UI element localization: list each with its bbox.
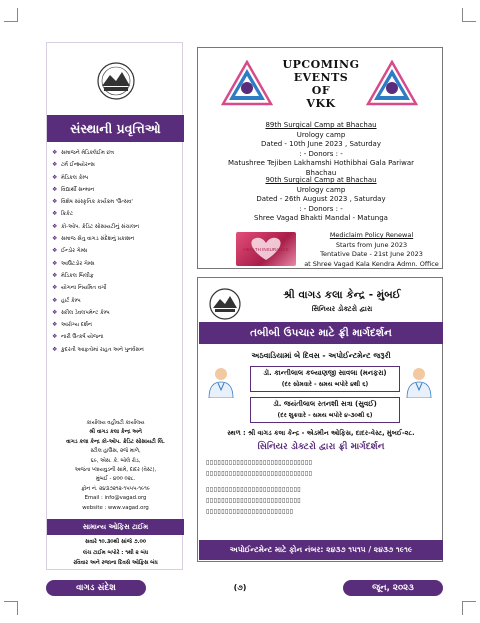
bullet-icon: ❖ <box>52 345 58 353</box>
office-hours: સવારે ૧૦.૩૦થી સાંજે ૭.૦૦ લંચ ટાઈમ બપોરે : ૧થી ૨ બંધ રવિવાર અને રજાના દિવસે ઓફિસ બંધ <box>73 539 158 567</box>
upcoming-events-box <box>197 47 443 269</box>
list-item: ❖ મેડિકલ બિલીફ <box>52 270 182 282</box>
activities-panel <box>46 42 183 570</box>
list-item: ❖ સમાજને મેડિક્લેઈમ છત્ર <box>52 147 182 159</box>
doctor-icon <box>404 366 434 398</box>
list-item: ❖ યોગના નિયમિત વર્ગો <box>52 282 182 294</box>
bullet-icon: ❖ <box>52 235 58 243</box>
issue-date: જૂન, ૨૦૨૩ <box>343 580 443 596</box>
consult-venue: સ્થળ : શ્રી વાગડ કલા કેન્દ્ર - એડમીન ઓફિસ, દાદર-વેસ્ટ, મુંબઈ-૨૮. <box>227 429 415 437</box>
consult-note-line: ▯▯▯▯▯▯▯▯▯▯▯▯▯▯▯▯▯▯▯▯▯▯▯ <box>206 508 294 515</box>
bullet-icon: ❖ <box>52 210 58 218</box>
bullet-icon: ❖ <box>52 247 58 255</box>
consult-banner: તબીબી ઉપચાર માટે ફ્રી માર્ગદર્શન <box>199 322 443 344</box>
consult-subtitle: સિનિયર ડોક્ટરો દ્વારા <box>311 305 373 313</box>
consult-title: શ્રી વાગડ કલા કેન્દ્ર - મુંબઈ <box>283 289 401 301</box>
office-heading: કાર્યાલય વહીવટી કાર્યાલય <box>86 420 145 426</box>
health-insurance-image <box>236 232 296 266</box>
events-heading: UPCOMING EVENTS OF VKK <box>282 58 360 110</box>
consult-note-line: ▯▯▯▯▯▯▯▯▯▯▯▯▯▯▯▯▯▯▯▯▯▯▯▯▯ <box>206 497 302 504</box>
camp-90-details: 90th Surgical Camp at Bhachau Urology camp Dated - 26th August 2023 , Saturday : - Donors : - Shree Vagad Bhakti Mandal - Matunga <box>254 176 388 223</box>
vkk-logo-icon <box>92 61 140 101</box>
email-link[interactable]: Email : info@vagad.org <box>84 495 147 502</box>
doctor-card: ડૉ. કાન્તીલાલ કલ્યાણજી સાવલા (મનફરા) (દર સોમવારે - સમય બપોરે ૪થી ૬) <box>250 366 400 392</box>
bullet-icon: ❖ <box>52 321 58 329</box>
consult-week-note: અઠવાડિયામાં બે દિવસ - અપોઈન્ટમેન્ટ જરૂરી <box>251 351 391 360</box>
office-address: કાર્યાલય વહીવટી કાર્યાલય શ્રી વાગડ કલા કેન્દ્ર અને વાગડ કલા કેન્દ્ર કો-ઓપ. ક્રેડિટ સોસાયટી લિ. સ્ટીલ હાઉસ, ૨જે માળે, ૬૯, એસ. કે. બોલે રોડ, અજંતા પ્લાયવુડની સામે, દાદર (વેસ્ટ), મુંબઈ - ૪૦૦ ૦૨૮. ફોન નં. ૨૪૩૭૨૧૨-૧૫૫૫-૧૯૧૯ Email : info@vagad.org website : www.vagad.org <box>49 419 182 513</box>
bullet-icon: ❖ <box>52 161 58 169</box>
consult-note-line: ▯▯▯▯▯▯▯▯▯▯▯▯▯▯▯▯▯▯▯▯▯▯▯▯▯▯▯▯ <box>206 470 313 477</box>
consult-note-line: ▯▯▯▯▯▯▯▯▯▯▯▯▯▯▯▯▯▯▯▯▯▯▯▯▯▯▯▯ <box>206 459 313 466</box>
list-item: ❖ ટર્મ ઈન્શ્યોરન્સ <box>52 159 182 171</box>
mediclaim-policy: Mediclaim Policy Renewal Starts from June 2023 Tentative Date - 21st June 2023 at Shree Vagad Kala Kendra Admn. Office <box>304 231 439 268</box>
vkk-triangle-logo-icon <box>366 60 418 106</box>
magazine-name: વાગડ સંદેશ <box>46 580 146 596</box>
bullet-icon: ❖ <box>52 222 58 230</box>
crop-mark-top-right <box>462 8 476 22</box>
list-item: ❖ નારી ઉત્કર્ષ યોજના <box>52 331 182 343</box>
camp-89-details: 89th Surgical Camp at Bhachau Urology camp Dated - 10th June 2023 , Saturday : - Donors : - Matushree Tejiben Lakhamshi Hothibhai Gala Pariwar Bhachau <box>228 121 414 177</box>
bullet-icon: ❖ <box>52 308 58 316</box>
page-number: (૭) <box>233 583 247 592</box>
consult-guidance-heading: સિનિયર ડોક્ટરો દ્વારા ફ્રી માર્ગદર્શન <box>257 442 385 452</box>
list-item: ❖ વિશેષ સાંસ્કૃતિક કાર્યક્રમ 'ઉત્સવ' <box>52 196 182 208</box>
heart-icon <box>236 232 296 266</box>
consult-note-line: ▯▯▯▯▯▯▯▯▯▯▯▯▯▯▯▯▯▯▯▯▯▯▯▯▯ <box>206 486 302 493</box>
list-item: ❖ કો-ઓપ. ક્રેડિટ સોસાયટીનું સંચાલન <box>52 221 182 233</box>
image-caption: HEALTH INSURANCE <box>243 247 289 252</box>
bullet-icon: ❖ <box>52 198 58 206</box>
list-item: ❖ સ્કીલ ડેવલપમેન્ટ કેમ્પ <box>52 307 182 319</box>
appointment-phone: અપોઈન્ટમેન્ટ માટે ફોન નંબર: ૨૪૩૭ ૧૫૧૫ / ૨૪૩૭ ૧૯૧૯ <box>199 540 443 560</box>
doctor-card: ડૉ. જયંતીલાલ રતનશી સત્રા (સુવઈ) (દર શુક્રવારે - સમય બપોરે ૪-૩૦થી ૬) <box>250 397 400 423</box>
crop-mark-bottom-left <box>4 601 18 615</box>
bullet-icon: ❖ <box>52 271 58 279</box>
free-consultation-box <box>197 277 443 562</box>
website-link[interactable]: website : www.vagad.org <box>82 504 149 511</box>
bullet-icon: ❖ <box>52 333 58 341</box>
bullet-icon: ❖ <box>52 149 58 156</box>
activities-list <box>52 147 182 356</box>
list-item: ❖ વિદ્યાર્થી સન્માન <box>52 184 182 196</box>
list-item: ❖ ઈન્ડોર ગેમ્સ <box>52 245 182 257</box>
list-item: ❖ સમાજ સેતુ વાગડ સંદેશનું પ્રકાશન <box>52 233 182 245</box>
bullet-icon: ❖ <box>52 284 58 292</box>
list-item: ❖ આઉટડોર ગેમ્સ <box>52 258 182 270</box>
bullet-icon: ❖ <box>52 173 58 181</box>
list-item: ❖ મેડિકલ કેમ્પ <box>52 172 182 184</box>
list-item: ❖ આરોગ્ય દર્શન <box>52 319 182 331</box>
list-item: ❖ ક્રિકેટ <box>52 208 182 220</box>
vkk-triangle-logo-icon <box>221 60 273 106</box>
list-item: ❖ હાર્ટ કેમ્પ <box>52 295 182 307</box>
bullet-icon: ❖ <box>52 185 58 193</box>
bullet-icon: ❖ <box>52 296 58 304</box>
activities-title: સંસ્થાની પ્રવૃત્તિઓ <box>47 115 184 142</box>
bullet-icon: ❖ <box>52 259 58 267</box>
crop-mark-top-left <box>4 8 18 22</box>
crop-mark-bottom-right <box>462 601 476 615</box>
vkk-logo-icon <box>205 287 245 321</box>
list-item: ❖ કુદરતી આફતોમાં રાહત અને પુનર્વસન <box>52 344 182 356</box>
office-hours-heading: સામાન્ય ઓફિસ ટાઈમ <box>47 519 184 535</box>
doctor-icon <box>206 366 236 398</box>
